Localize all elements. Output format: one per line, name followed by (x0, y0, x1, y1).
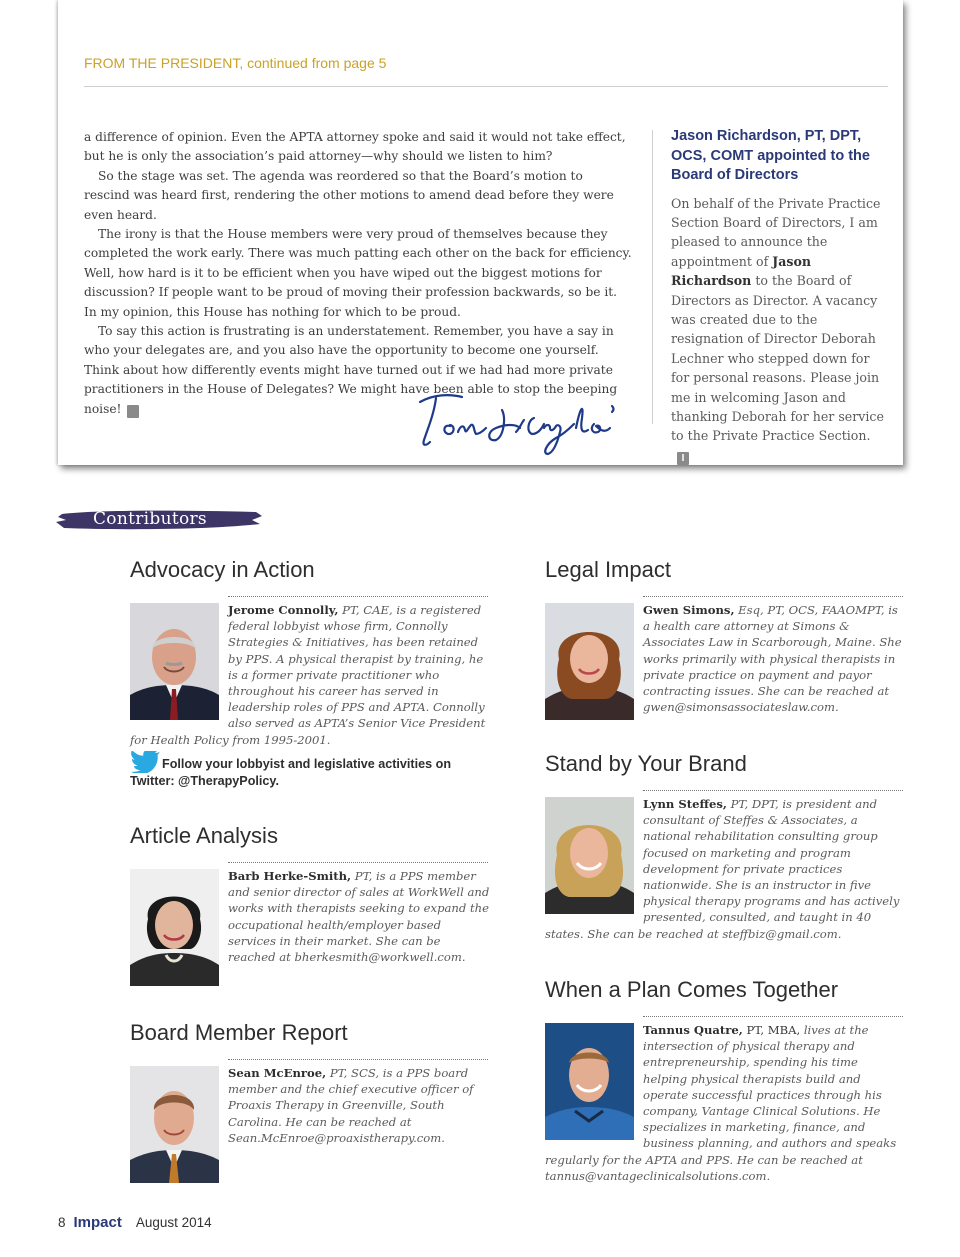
dotted-rule (643, 596, 903, 597)
contributor-bio: PT, is a PPS member and senior director of sales at WorkWell and works with therapists seeking to expand the occupational health/employer based services in their market. She can be reached at bherkesmith@workwell.com. (228, 869, 490, 965)
end-mark-icon: I (127, 405, 139, 418)
dotted-rule (228, 1059, 488, 1060)
bio-barb-herke-smith (228, 868, 490, 965)
magazine-name: Impact (73, 1214, 122, 1231)
section-title-brand: Stand by Your Brand (545, 751, 747, 776)
board-announcement (671, 127, 886, 465)
section-title-article: Article Analysis (130, 823, 278, 848)
dotted-rule (228, 596, 488, 597)
bio-gwen-simons (643, 602, 905, 715)
contributors-heading: Contributors (93, 509, 207, 529)
contributor-bio: PT, CAE, is a registered federal lobbyist whose firm, Connolly Strategies & Initiatives, has been retained by PPS. A physical therapist by training, he is a former private practitioner who throughout his career has served in leadership roles of PPS and APTA. Connolly also served as APTA’s Senior Vice President for Health Policy from 1995-2001. (130, 603, 486, 747)
contributor-bio: PT, SCS, is a PPS board member and the chief executive officer of Proaxis Therapy in Greenville, South Carolina. He can be reached at Sean.McEnroe@proaxistherapy.com. (228, 1066, 474, 1145)
dotted-rule (643, 1016, 903, 1017)
contributor-bio: lives at the intersection of physical therapy and entrepreneurship, spending his time helping physical therapists build and operate successful practices through his company, Vantage Clinical Solutions. He specializes in marketing, finance, and business planning, and authors and speaks regularly for the APTA and PPS. He can be reached at tannus@vantageclinicalsolutions.com. (545, 1023, 897, 1183)
issue-date: August 2014 (135, 1215, 212, 1230)
photo-wrap-spacer (545, 796, 643, 914)
contributor-name: Lynn Steffes, (643, 797, 727, 811)
contributor-bio: Esq, PT, OCS, FAAOMPT, is a health care attorney at Simons & Associates Law in Scarborough, Maine. She works primarily with physical therapists in private practice on payment and payor contracting issues. She can be reached at gwen@simonsassociateslaw.com. (643, 603, 902, 715)
letter-paragraph: a difference of opinion. Even the APTA attorney spoke and said it would not take effect, but he is only the association’s paid attorney—why should we listen to him? (84, 130, 626, 164)
contributor-name: Gwen Simons, (643, 603, 735, 617)
page-number: 8 (58, 1215, 66, 1230)
letter-paragraph-text: To say this action is frustrating is an understatement. Remember, you have a say in who your delegates are, and you also have the opportunity to become one yourself. Think about how differently events might have turned out if we had had more private practitioners in the House of Delegates? We might have been able to stop the beeping noise! (84, 324, 618, 416)
page-footer (58, 1214, 212, 1231)
announcement-body (671, 194, 886, 466)
section-title-plan: When a Plan Comes Together (545, 977, 839, 1002)
contributor-name: Tannus Quatre, (643, 1023, 743, 1037)
sidebar-divider (652, 130, 653, 424)
section-title-board: Board Member Report (130, 1020, 348, 1045)
contributor-name: Sean McEnroe, (228, 1066, 327, 1080)
bio-sean-mcenroe (228, 1065, 490, 1146)
dotted-rule (228, 862, 488, 863)
letter-body (84, 128, 632, 419)
portrait-sean-mcenroe (130, 1066, 219, 1183)
twitter-bird-icon (130, 751, 162, 773)
bio-lynn-steffes (545, 796, 905, 942)
twitter-follow (130, 751, 490, 790)
letter-paragraph: So the stage was set. The agenda was reordered so that the Board’s motion to rescind was heard first, rendering the other motions to amend dead before they were even heard. (84, 168, 614, 222)
continued-label: continued from page 5 (243, 55, 387, 71)
dotted-rule (643, 790, 903, 791)
contributor-name: Barb Herke-Smith, (228, 869, 352, 883)
photo-wrap-spacer (545, 1022, 643, 1140)
twitter-text: Follow your lobbyist and legislative activities on Twitter: @TherapyPolicy. (130, 757, 452, 788)
announcement-text-after: to the Board of Directors as Director. A vacancy was created due to the resignation of Director Deborah Lechner who stepped down for for personal reasons. Please join me in welcoming Jason and thanking Deborah for her service to the Private Practice Section. (671, 273, 884, 444)
announcement-title: Jason Richardson, PT, DPT, OCS, COMT appointed to the Board of Directors (671, 128, 870, 183)
contributor-name: Jerome Connolly, (228, 603, 339, 617)
section-title-legal: Legal Impact (545, 557, 671, 582)
photo-wrap-spacer (130, 602, 228, 720)
section-title-advocacy: Advocacy in Action (130, 557, 315, 582)
portrait-gwen-simons (545, 603, 634, 720)
letter-paragraph: The irony is that the House members were very proud of themselves because they completed the work early. There was much patting each other on the back for efficiency. Well, how hard is it to be efficient when you have wiped out the biggest motions for discussion? If people want to be proud of moving their profession backwards, so be it. In my opinion, this House has nothing for which to be proud. (84, 227, 632, 319)
contributor-bio: PT, DPT, is president and consultant of Steffes & Associates, a national rehabilitation consulting group focused on marketing and program development for private practices nationwide. She is an instructor in five physical therapy programs and has actively presented, consulted, and taught in 40 states. She can be reached at steffbiz@gmail.com. (545, 797, 900, 941)
end-mark-icon: I (677, 452, 689, 465)
portrait-barb-herke-smith (130, 869, 219, 986)
announcement-name: Jason Richardson (671, 253, 811, 289)
contributor-credentials: PT, MBA, (742, 1023, 801, 1037)
announcement-text-before: On behalf of the Private Practice Section Board of Directors, I am pleased to announce the appointment of (671, 195, 881, 269)
section-label: FROM THE PRESIDENT, (84, 55, 244, 71)
president-letter-card (58, 0, 903, 465)
continued-header (84, 55, 888, 87)
bio-tannus-quatre (545, 1022, 905, 1184)
signature-icon (416, 388, 626, 460)
bio-jerome-connolly (130, 602, 490, 748)
